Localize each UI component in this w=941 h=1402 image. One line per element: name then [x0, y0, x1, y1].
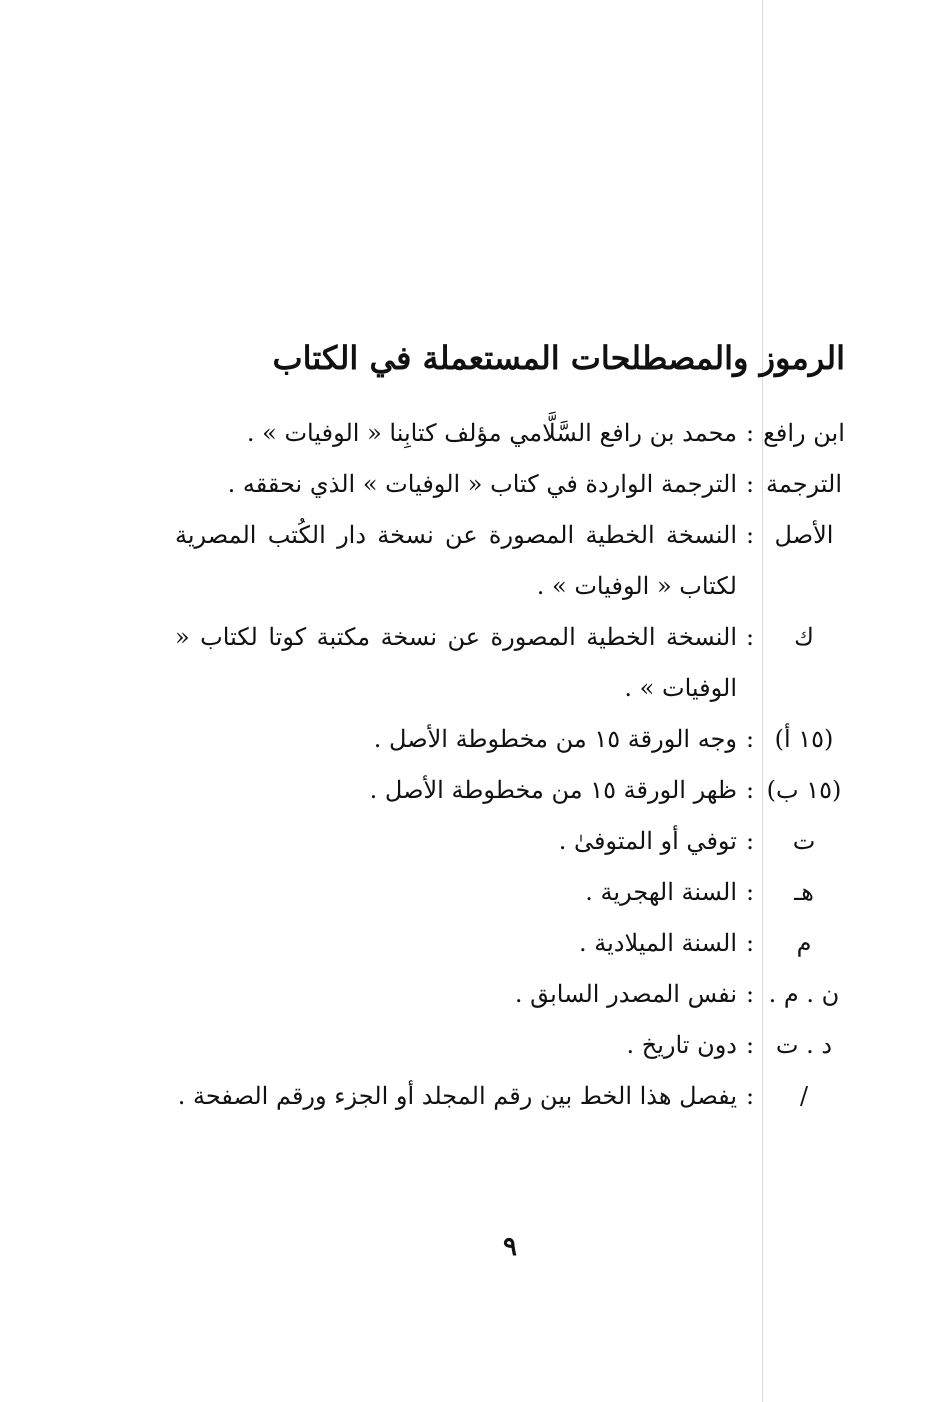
entry-definition: السنة الهجرية . [585, 878, 737, 906]
entry-abbr: ن . م . [768, 980, 840, 1008]
entry-tarjama [175, 459, 845, 510]
entry-definition: النسخة الخطية المصورة عن نسخة مكتبة كوتا لكتاب « الوفيات » . [175, 623, 737, 702]
entry-colon: : [745, 827, 755, 855]
entry-kaf [175, 612, 845, 714]
entry-abbr: الأصل [774, 521, 834, 549]
entry-abbr: ابن رافع [763, 419, 845, 447]
entry-definition: دون تاريخ . [626, 1031, 737, 1059]
entry-ta [175, 816, 845, 867]
page-title: الرموز والمصطلحات المستعملة في الكتاب [272, 339, 845, 377]
entry-abbr: م [796, 929, 812, 957]
entry-definition: توفي أو المتوفىٰ . [558, 827, 737, 855]
entry-colon: : [745, 929, 755, 957]
entry-colon: : [745, 776, 755, 804]
entry-asl [175, 510, 845, 612]
entry-abbr: الترجمة [765, 470, 843, 498]
entry-colon: : [745, 878, 755, 906]
entry-colon: : [745, 470, 755, 498]
entry-same-source [175, 969, 845, 1020]
entry-colon: : [745, 1082, 755, 1110]
entry-no-date [175, 1020, 845, 1071]
entry-colon: : [745, 725, 755, 753]
entry-abbr: (١٥ ب) [766, 776, 842, 804]
entry-definition: الترجمة الواردة في كتاب « الوفيات » الذي نحققه . [227, 470, 737, 498]
page-number: ٩ [503, 1232, 517, 1262]
entry-abbr: هـ [794, 878, 814, 906]
entry-definition: ظهر الورقة ١٥ من مخطوطة الأصل . [369, 776, 737, 804]
symbols-page [175, 330, 845, 1122]
entry-abbr: (١٥ أ) [774, 725, 834, 753]
entry-colon: : [745, 419, 755, 447]
entry-abbr: ك [794, 623, 814, 651]
entry-definition: النسخة الخطية المصورة عن نسخة دار الكُتب المصرية لكتاب « الوفيات » . [175, 521, 737, 600]
entry-definition: السنة الميلادية . [578, 929, 737, 957]
entry-colon: : [745, 1031, 755, 1059]
entry-colon: : [745, 521, 755, 549]
entry-definition: وجه الورقة ١٥ من مخطوطة الأصل . [373, 725, 737, 753]
entry-folio-recto [175, 714, 845, 765]
entry-definition: يفصل هذا الخط بين رقم المجلد أو الجزء ورقم الصفحة . [177, 1082, 737, 1110]
entry-abbr: ت [792, 827, 816, 855]
entry-abbr: / [799, 1082, 809, 1110]
entry-abbr: د . ت [775, 1031, 833, 1059]
entry-colon: : [745, 980, 755, 1008]
entry-hijri [175, 867, 845, 918]
entry-slash [175, 1071, 845, 1122]
entry-colon: : [745, 623, 755, 651]
entry-folio-verso [175, 765, 845, 816]
entry-definition: محمد بن رافع السَّلَّامي مؤلف كتابِنا « الوفيات » . [246, 419, 737, 447]
entry-definition: نفس المصدر السابق . [514, 980, 737, 1008]
entry-ibn-rafi [175, 408, 845, 459]
entry-miladi [175, 918, 845, 969]
